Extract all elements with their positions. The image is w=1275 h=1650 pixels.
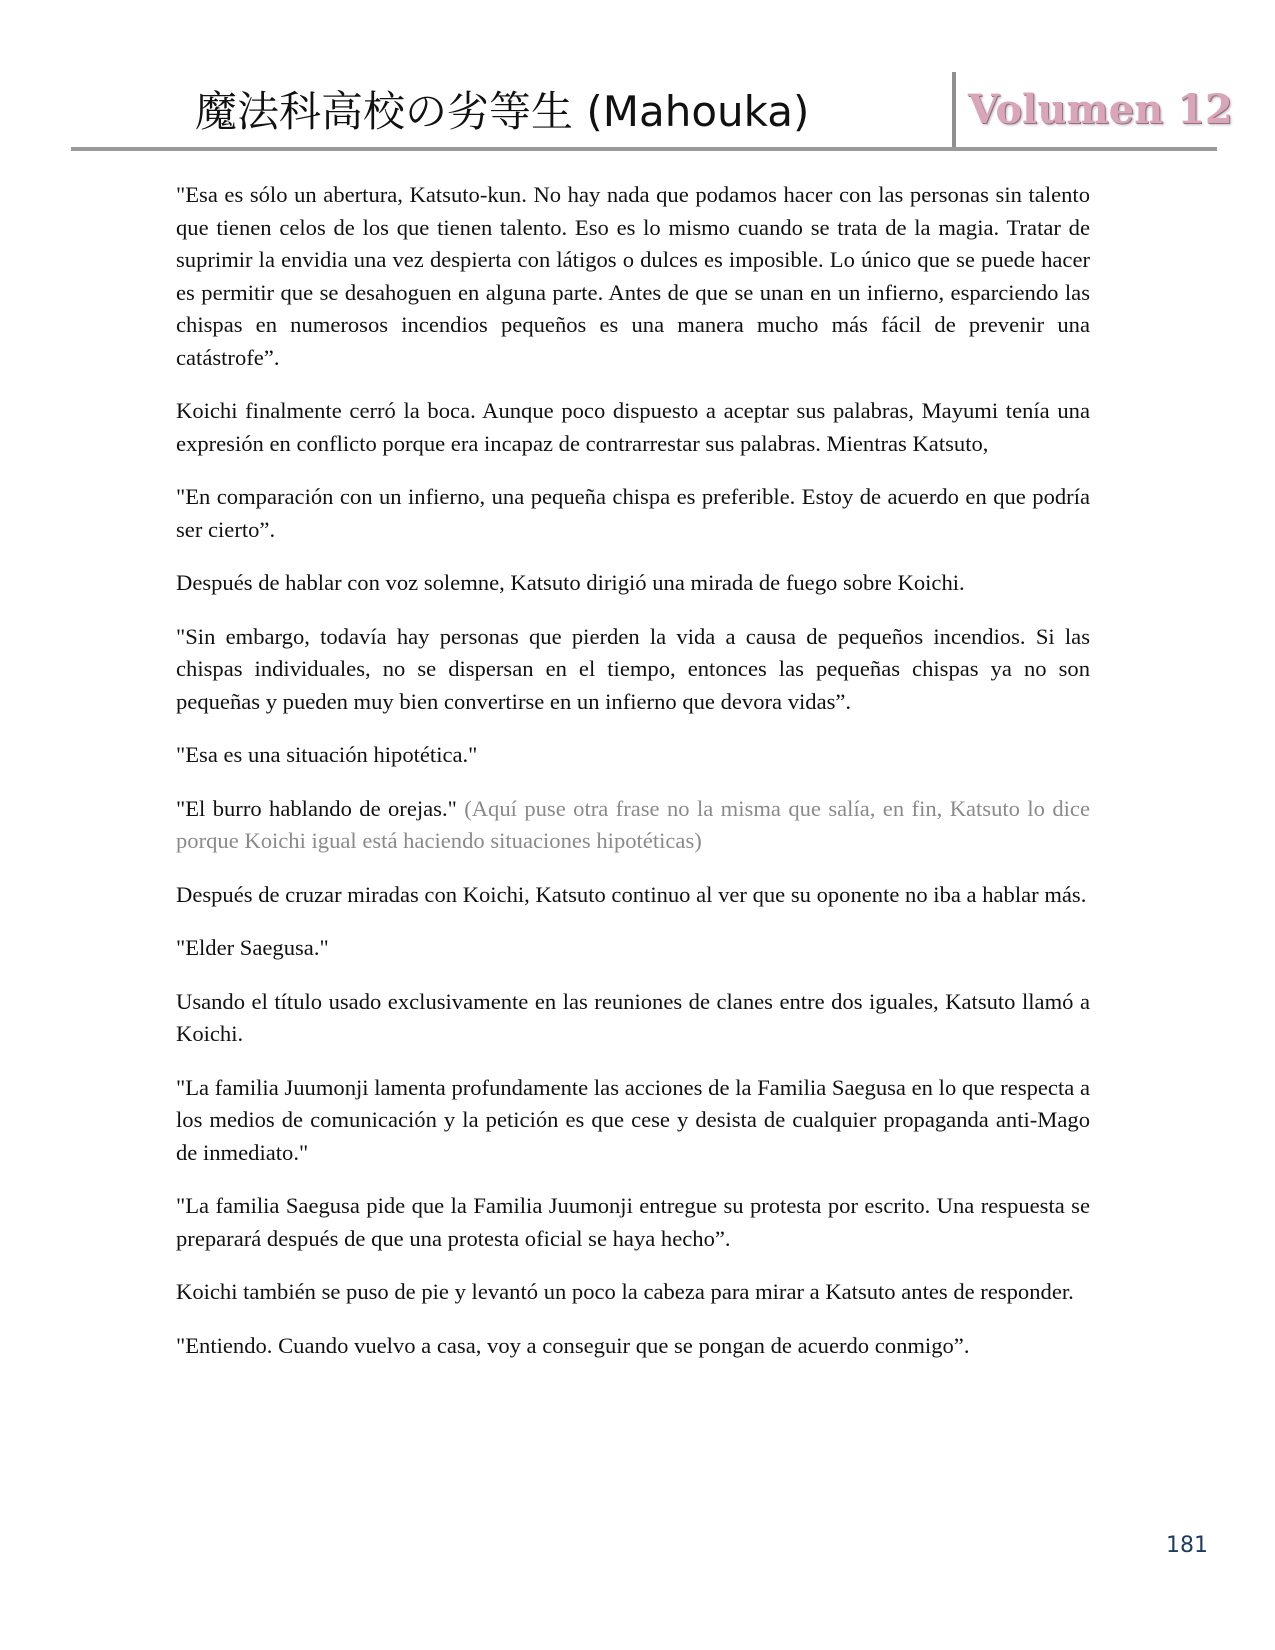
page-number: 181 [1166, 1533, 1208, 1558]
paragraph: "La familia Juumonji lamenta profundamente las acciones de la Familia Saegusa en lo que respecta a los medios de comunicación y la petición es que cese y desista de cualquier propaganda anti-Mago de inmediato." [176, 1074, 1090, 1165]
header-separator [952, 72, 956, 147]
paragraph: "Sin embargo, todavía hay personas que pierden la vida a causa de pequeños incendios. Si las chispas individuales, no se dispersan en el tiempo, entonces las pequeñas chispas ya no son pequeñas y pueden muy bien convertirse en un infierno que devora vidas”. [176, 623, 1090, 714]
paragraph-with-note [176, 793, 1090, 858]
paragraph: Usando el título usado exclusivamente en las reuniones de clanes entre dos iguales, Katsuto llamó a Koichi. [176, 988, 1090, 1046]
paragraph: "Entiendo. Cuando vuelvo a casa, voy a conseguir que se pongan de acuerdo conmigo”. [176, 1332, 970, 1358]
paragraph: "En comparación con un infierno, una pequeña chispa es preferible. Estoy de acuerdo en que podría ser cierto”. [176, 484, 1090, 542]
paragraph: "Esa es una situación hipotética." [176, 742, 478, 767]
paragraph: "La familia Saegusa pide que la Familia Juumonji entregue su protesta por escrito. Una respuesta se preparará después de que una protesta oficial se haya hecho”. [176, 1193, 1090, 1251]
volume-label: Volumen 12 [968, 86, 1233, 133]
paragraph: Después de cruzar miradas con Koichi, Katsuto continuo al ver que su oponente no iba a hablar más. [176, 881, 1087, 907]
header-rule [71, 147, 1217, 151]
dialogue: "El burro hablando de orejas." [176, 795, 457, 821]
paragraph: Koichi también se puso de pie y levantó un poco la cabeza para mirar a Katsuto antes de responder. [176, 1279, 1074, 1304]
book-title: 魔法科高校の劣等生 (Mahouka) [195, 87, 810, 136]
paragraph: Koichi finalmente cerró la boca. Aunque poco dispuesto a aceptar sus palabras, Mayumi tenía una expresión en conflicto porque era incapaz de contrarrestar sus palabras. Mientras Katsuto, [176, 398, 1090, 456]
translator-note: (Aquí puse otra frase no la misma que salía, en fin, Katsuto lo dice porque Koichi igual está haciendo situaciones hipotéticas) [176, 795, 1090, 853]
paragraph: "Esa es sólo un abertura, Katsuto-kun. No hay nada que podamos hacer con las personas sin talento que tienen celos de los que tienen talento. Eso es lo mismo cuando se trata de la magia. Tratar de suprimir la envidia una vez despierta con látigos o dulces es imposible. Lo único que se puede hacer es permitir que se desahoguen en alguna parte. Antes de que se unan en un infierno, esparciendo las chispas en numerosos incendios pequeños es una manera mucho más fácil de prevenir una catástrofe”. [176, 182, 1090, 370]
paragraph: "Elder Saegusa." [176, 935, 329, 960]
paragraph: Después de hablar con voz solemne, Katsuto dirigió una mirada de fuego sobre Koichi. [176, 570, 965, 595]
body-text [176, 179, 1090, 1383]
